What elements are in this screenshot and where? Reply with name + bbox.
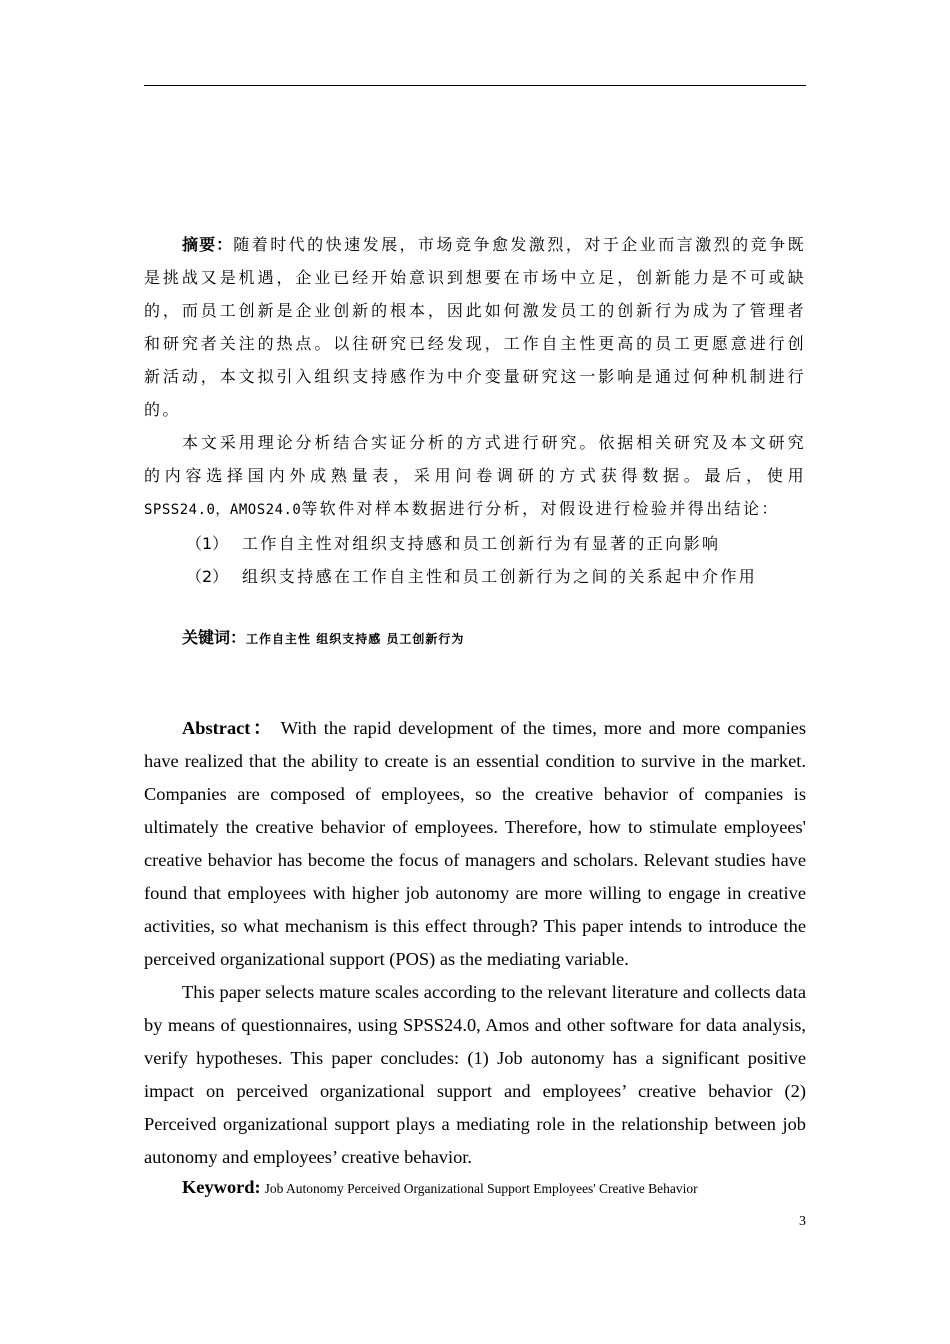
conclusion-number: （1） (186, 534, 229, 553)
conclusion-text: 工作自主性对组织支持感和员工创新行为有显著的正向影响 (242, 534, 721, 553)
header-rule (144, 85, 806, 86)
english-abstract-label: Abstract： (182, 718, 274, 738)
conclusion-text: 组织支持感在工作自主性和员工创新行为之间的关系起中介作用 (242, 567, 758, 586)
chinese-abstract-software: SPSS24.0，AMOS24.0 (144, 502, 302, 518)
english-keywords-label: Keyword: (182, 1177, 261, 1197)
english-keywords (182, 1177, 698, 1198)
english-abstract-paragraph-1 (144, 712, 806, 976)
conclusion-number: （2） (186, 567, 229, 586)
conclusion-list (144, 527, 806, 593)
chinese-abstract-paragraph-2 (144, 426, 806, 527)
chinese-abstract-text-2a: 本文采用理论分析结合实证分析的方式进行研究。依据相关研究及本文研究的内容选择国内外成熟量表，采用问卷调研的方式获得数据。最后，使用 (144, 433, 806, 485)
chinese-keywords (182, 625, 464, 648)
chinese-abstract-text-2b: 等软件对样本数据进行分析，对假设进行检验并得出结论： (301, 499, 780, 518)
conclusion-item (144, 527, 806, 560)
chinese-keywords-text: 工作自主性 组织支持感 员工创新行为 (246, 632, 465, 646)
chinese-abstract-paragraph-1 (144, 228, 806, 426)
chinese-abstract (144, 228, 806, 593)
english-abstract-paragraph-2: This paper selects mature scales according to the relevant literature and collects data by means of questionnaires, using SPSS24.0, Amos and other software for data analysis, verify hypotheses. This paper concludes: (1) Job autonomy has a significant positive impact on perceived organizational support and employees’ creative behavior (2) Perceived organizational support plays a mediating role in the relationship between job autonomy and employees’ creative behavior. (144, 982, 806, 1167)
english-abstract (144, 712, 806, 1174)
page-number: 3 (799, 1214, 806, 1229)
english-keywords-text: Job Autonomy Perceived Organizational Support Employees' Creative Behavior (264, 1181, 698, 1196)
chinese-abstract-label: 摘要： (182, 235, 234, 254)
english-abstract-text-1: With the rapid development of the times, more and more companies have realized that the ability to create is an essential condition to survive in the market. Companies are composed of employees, so the creative behavior of companies is ultimately the creative behavior of employees. Therefore, how to stimulate employees' creative behavior has become the focus of managers and scholars. Relevant studies have found that employees with higher job autonomy are more willing to engage in creative activities, so what mechanism is this effect through? This paper intends to introduce the perceived organizational support (POS) as the mediating variable. (144, 718, 807, 969)
chinese-abstract-text-1: 随着时代的快速发展，市场竞争愈发激烈，对于企业而言激烈的竞争既是挑战又是机遇，企业已经开始意识到想要在市场中立足，创新能力是不可或缺的，而员工创新是企业创新的根本，因此如何激发员工的创新行为成为了管理者和研究者关注的热点。以往研究已经发现，工作自主性更高的员工更愿意进行创新活动，本文拟引入组织支持感作为中介变量研究这一影响是通过何种机制进行的。 (144, 235, 806, 419)
conclusion-item (144, 560, 806, 593)
chinese-keywords-label: 关键词： (182, 628, 247, 647)
